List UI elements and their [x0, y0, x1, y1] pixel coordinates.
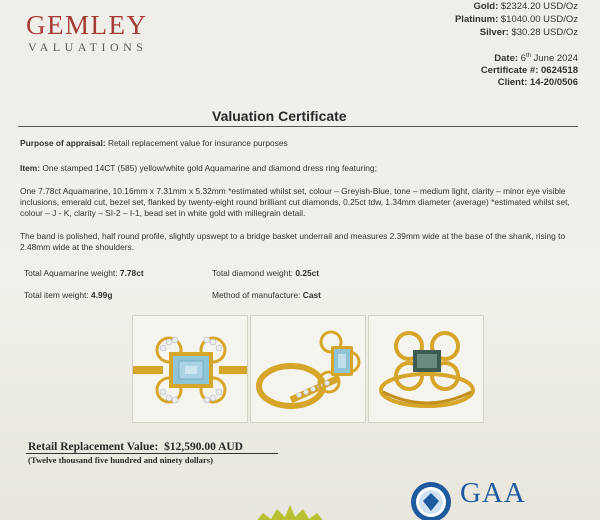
platinum-price: Platinum: $1040.00 USD/Oz — [454, 14, 578, 25]
ring-side-view-photo — [250, 315, 366, 423]
total-aquamarine-weight: Total Aquamarine weight: 7.78ct — [24, 268, 144, 278]
metal-prices — [455, 0, 578, 39]
gaa-logo: GAA — [460, 477, 526, 509]
ring-back-view-photo — [368, 315, 484, 423]
ring-top-view-icon — [133, 316, 248, 423]
item-line: Item: One stamped 14CT (585) yellow/white gold Aquamarine and diamond dress ring featuring; — [20, 163, 377, 173]
method-of-manufacture: Method of manufacture: Cast — [212, 290, 321, 300]
gold-price: Gold: $2324.20 USD/Oz — [473, 1, 578, 12]
value-underline — [26, 453, 278, 454]
ring-side-view-icon — [251, 316, 366, 423]
title-divider — [18, 126, 578, 127]
ring-top-view-photo — [132, 315, 248, 423]
purpose-line: Purpose of appraisal: Retail replacement value for insurance purposes — [20, 138, 288, 148]
client-number: Client: 14-20/0506 — [497, 77, 578, 89]
retail-replacement-value: Retail Replacement Value: $12,590.00 AUD — [28, 441, 243, 453]
brand-logo: GEMLEY — [26, 10, 148, 40]
description-paragraph: One 7.78ct Aquamarine, 10.16mm x 7.31mm x 5.32mm *estimated whilst set, colour – Greyish-Blue, tone – medium light, clarity – minor eye visible inclusions, emerald cut, bezel set, flanked by twenty-eight round brilliant cut diamonds, 0.25ct tdw, 1.34mm diameter (average) *estimated whilst set, colour – J - K, clarity – SI-2 – I-1, bead set in white gold with millegrain detail. — [20, 186, 570, 218]
value-in-words: (Twelve thousand five hundred and ninety dollars) — [28, 455, 213, 465]
brand-subtitle: VALUATIONS — [28, 40, 148, 54]
gold-seal-icon — [255, 503, 325, 520]
ring-back-view-icon — [369, 316, 484, 423]
total-item-weight: Total item weight: 4.99g — [24, 290, 113, 300]
certificate-meta — [481, 50, 578, 89]
band-paragraph: The band is polished, half round profile, slightly upswept to a bridge basket underrail and measures 2.39mm wide at the base of the shank, rising to 2.48mm wide at the shoulders. — [20, 231, 566, 252]
silver-price: Silver: $30.28 USD/Oz — [479, 27, 578, 38]
page-title: Valuation Certificate — [212, 108, 347, 124]
certificate-number: Certificate #: 0624518 — [480, 65, 578, 77]
total-diamond-weight: Total diamond weight: 0.25ct — [212, 268, 320, 278]
gaa-seal-icon — [410, 481, 452, 520]
date-line: Date: 6th June 2024 — [494, 53, 578, 65]
